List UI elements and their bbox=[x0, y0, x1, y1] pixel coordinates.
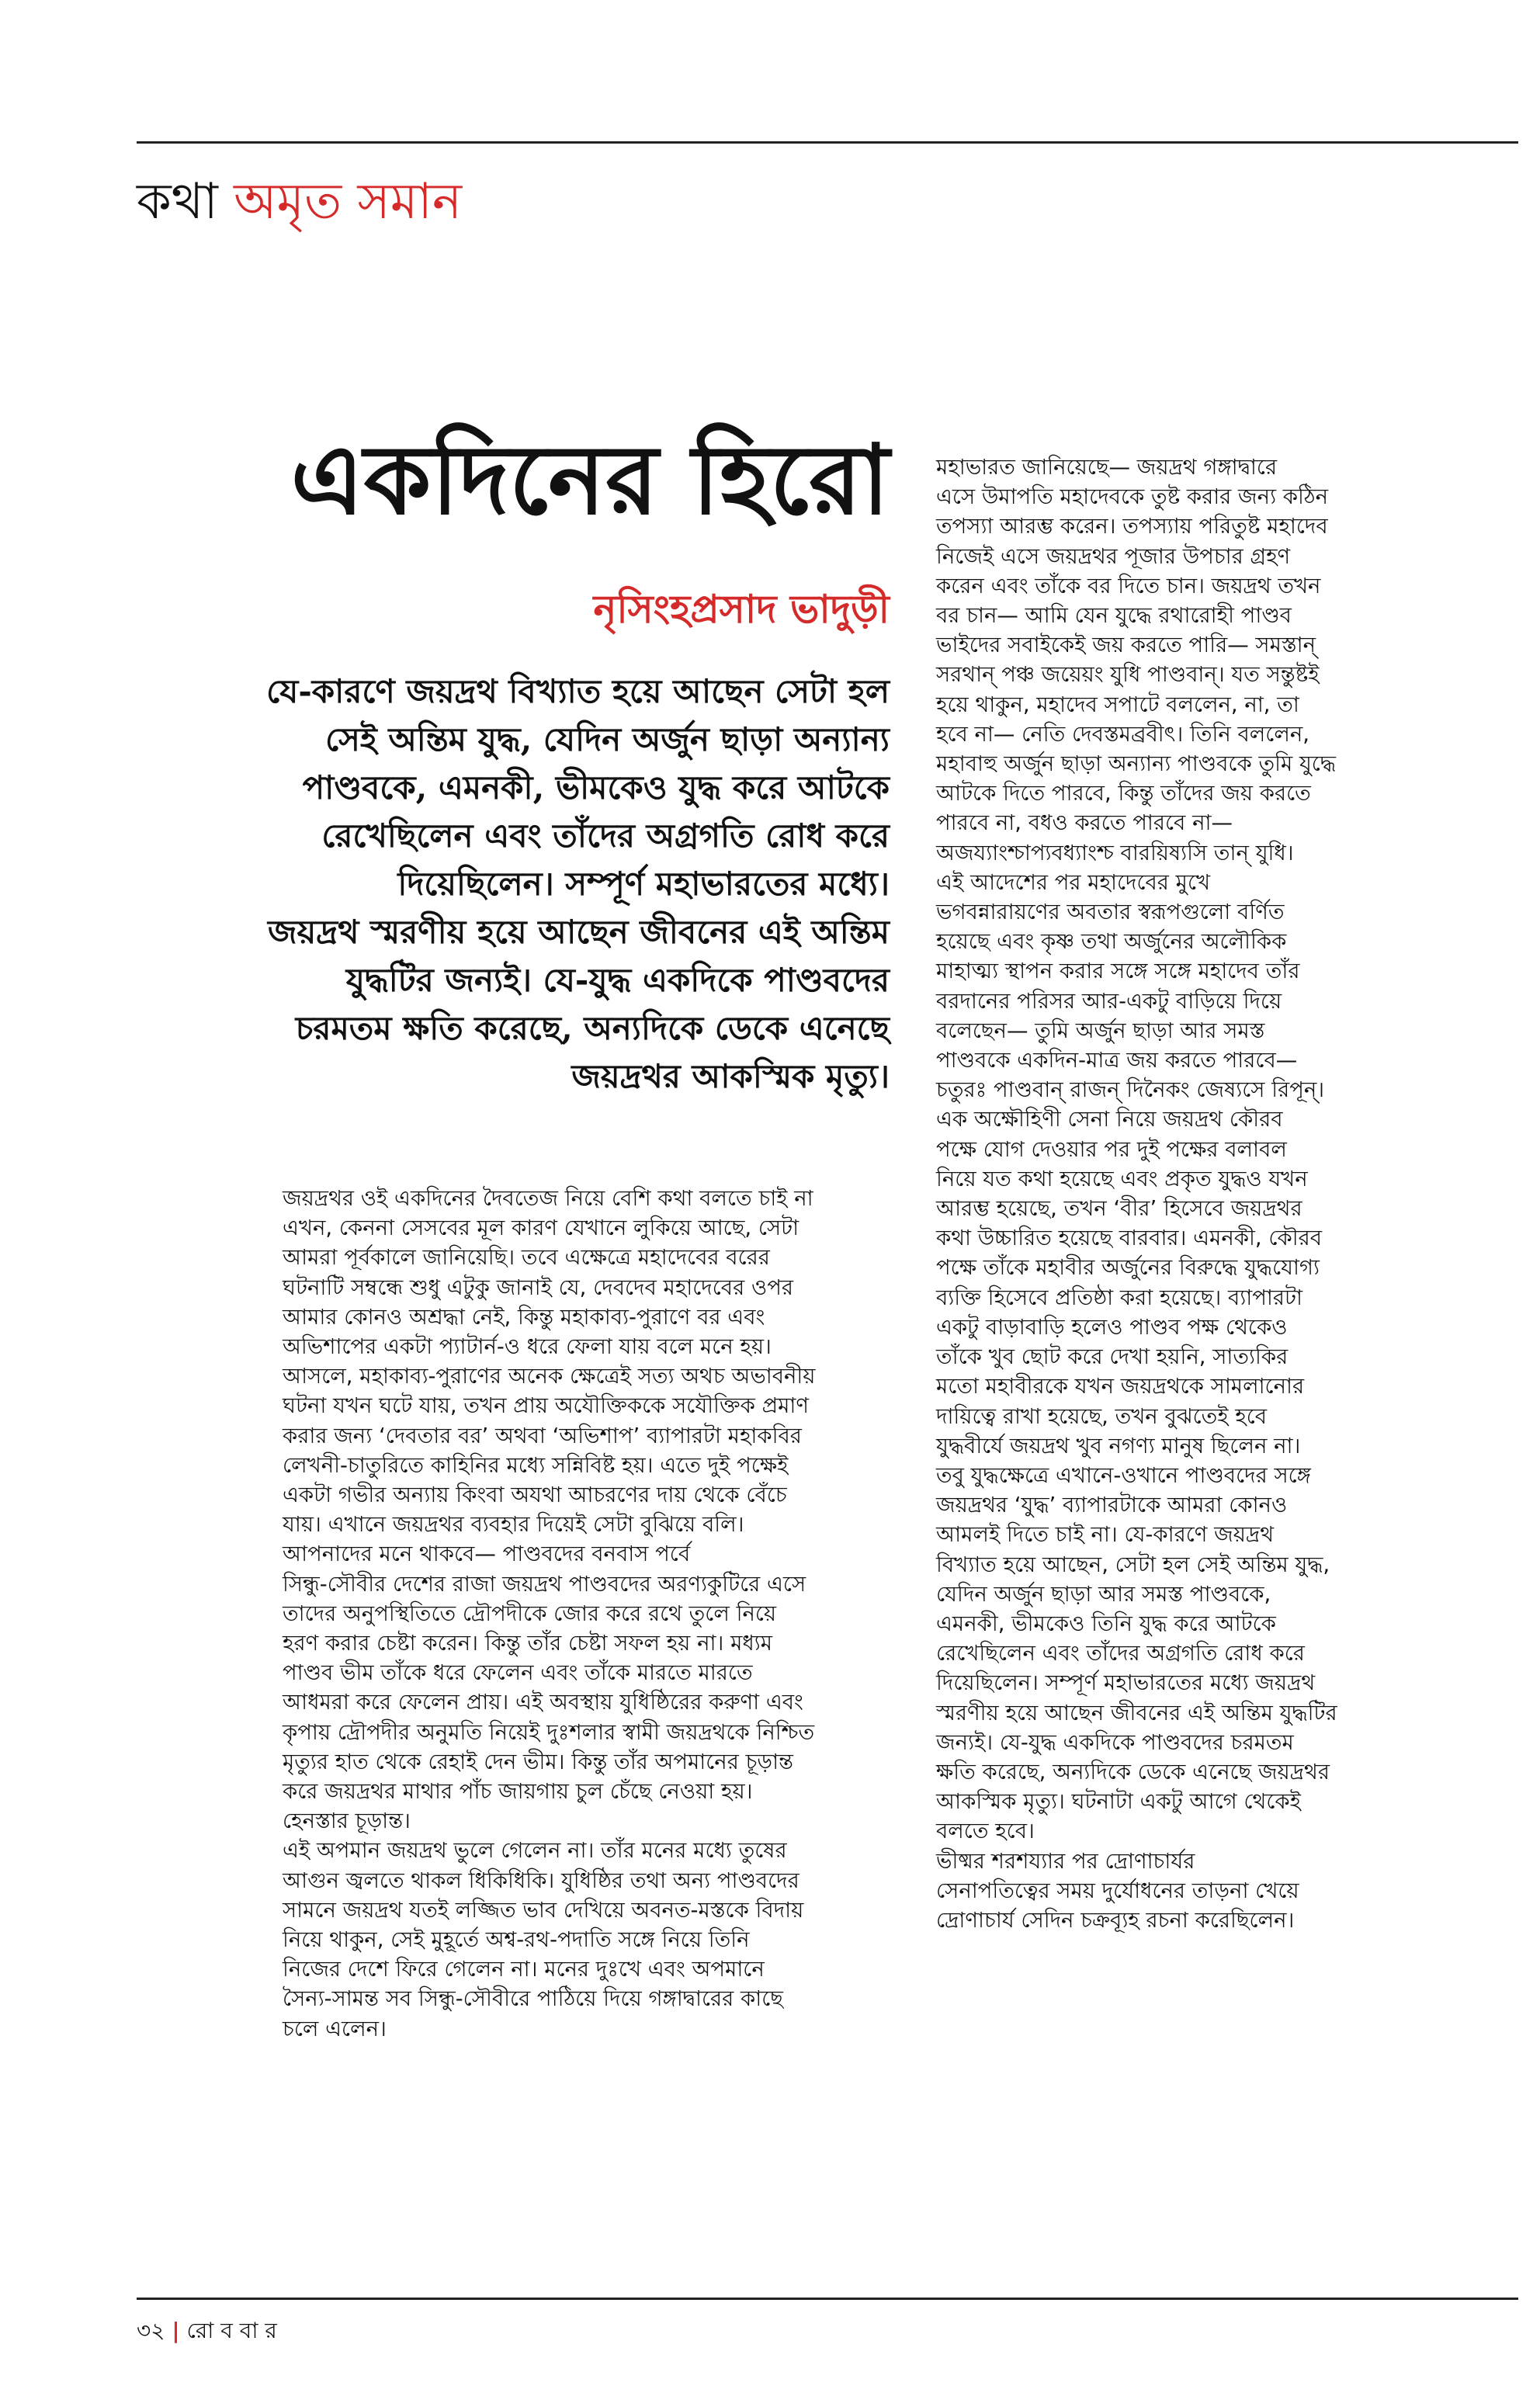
body-line: মতো মহাবীরকে যখন জয়দ্রথকে সামলানোর bbox=[936, 1374, 1305, 1399]
body-line: আরম্ভ হয়েছে, তখন ‘বীর’ হিসেবে জয়দ্রথর bbox=[936, 1196, 1302, 1222]
body-line: একটু বাড়াবাড়ি হলেও পাণ্ডব পক্ষ থেকেও bbox=[936, 1314, 1288, 1340]
body-line: সিন্ধু-সৌবীর দেশের রাজা জয়দ্রথ পাণ্ডবদের অরণ্যকুটিরে এসে bbox=[283, 1571, 806, 1597]
body-line: বিখ্যাত হয়ে আছেন, সেটা হল সেই অন্তিম যুদ্ধ, bbox=[936, 1552, 1330, 1577]
body-line: এসে উমাপতি মহাদেবকে তুষ্ট করার জন্য কঠিন bbox=[936, 484, 1328, 510]
body-line: তাঁকে খুব ছোট করে দেখা হয়নি, সাত্যকির bbox=[936, 1344, 1289, 1370]
body-line: তবু যুদ্ধক্ষেত্রে এখানে-ওখানে পাণ্ডবদের সঙ্গে bbox=[936, 1462, 1311, 1488]
deck-line: জয়দ্রথর আকস্মিক মৃত্যু। bbox=[571, 1057, 890, 1095]
body-line: ব্যক্তি হিসেবে প্রতিষ্ঠা করা হয়েছে। ব্যাপারটা bbox=[936, 1285, 1302, 1310]
body-line: অভিশাপের একটা প্যাটার্ন-ও ধরে ফেলা যায় বলে মনে হয়। bbox=[283, 1334, 772, 1360]
body-line: এমনকী, ভীমকেও তিনি যুদ্ধ করে আটকে bbox=[936, 1611, 1276, 1636]
article-author: নৃসিংহপ্রসাদ ভাদুড়ী bbox=[593, 587, 890, 632]
body-line: আটকে দিতে পারবে, কিন্তু তাঁদের জয় করতে bbox=[936, 781, 1311, 806]
article-deck bbox=[171, 668, 890, 1101]
body-line: আপনাদের মনে থাকবে— পাণ্ডবদের বনবাস পর্বে bbox=[283, 1542, 691, 1567]
body-line: আসলে, মহাকাব্য-পুরাণের অনেক ক্ষেত্রেই সত্য অথচ অভাবনীয় bbox=[283, 1364, 816, 1389]
body-line: করে জয়দ্রথর মাথার পাঁচ জায়গায় চুল চেঁছে নেওয়া হয়। bbox=[283, 1779, 753, 1805]
magazine-name: রো ব বা র bbox=[186, 2318, 277, 2343]
body-line: জয়দ্রথর ওই একদিনের দৈবতেজ নিয়ে বেশি কথা বলতে চাই না bbox=[283, 1186, 813, 1211]
body-line: এই অপমান জয়দ্রথ ভুলে গেলেন না। তাঁর মনের মধ্যে তুষের bbox=[283, 1838, 787, 1864]
body-line: তাদের অনুপস্থিতিতে দ্রৌপদীকে জোর করে রথে তুলে নিয়ে bbox=[283, 1601, 777, 1626]
body-line: আকস্মিক মৃত্যু। ঘটনাটা একটু আগে থেকেই bbox=[936, 1789, 1301, 1815]
body-line: দিয়েছিলেন। সম্পূর্ণ মহাভারতের মধ্যে জয়দ্রথ bbox=[936, 1670, 1316, 1696]
body-line: জয়দ্রথর ‘যুদ্ধ’ ব্যাপারটাকে আমরা কোনও bbox=[936, 1493, 1288, 1518]
body-line: ঘটনাটি সম্বন্ধে শুধু এটুকু জানাই যে, দেবদেব মহাদেবের ওপর bbox=[283, 1275, 793, 1300]
body-line: মৃত্যুর হাত থেকে রেহাই দেন ভীম। কিন্তু তাঁর অপমানের চূড়ান্ত bbox=[283, 1749, 793, 1774]
body-line: একটা গভীর অন্যায় কিংবা অযথা আচরণের দায় থেকে বেঁচে bbox=[283, 1483, 787, 1508]
deck-line: যুদ্ধটির জন্যই। যে-যুদ্ধ একদিকে পাণ্ডবদের bbox=[345, 961, 890, 999]
body-line: দায়িত্বে রাখা হয়েছে, তখন বুঝতেই হবে bbox=[936, 1403, 1268, 1429]
body-line: যায়। এখানে জয়দ্রথর ব্যবহার দিয়েই সেটা বুঝিয়ে বলি। bbox=[283, 1512, 744, 1538]
body-line: করার জন্য ‘দেবতার বর’ অথবা ‘অভিশাপ’ ব্যাপারটা মহাকবির bbox=[283, 1423, 802, 1448]
body-line: হবে না— নেতি দেবস্তমব্রবীৎ। তিনি বললেন, bbox=[936, 721, 1309, 747]
body-line: আগুন জ্বলতে থাকল ধিকিধিকি। যুধিষ্ঠির তথা অন্য পাণ্ডবদের bbox=[283, 1868, 799, 1893]
body-line: নিয়ে যত কথা হয়েছে এবং প্রকৃত যুদ্ধও যখন bbox=[936, 1166, 1308, 1191]
deck-line: দিয়েছিলেন। সম্পূর্ণ মহাভারতের মধ্যে। bbox=[397, 865, 890, 903]
body-line: নিজেই এসে জয়দ্রথর পূজার উপচার গ্রহণ bbox=[936, 543, 1291, 569]
deck-line: সেই অন্তিম যুদ্ধ, যেদিন অর্জুন ছাড়া অন্যান্য bbox=[325, 720, 890, 758]
body-line: আমার কোনও অশ্রদ্ধা নেই, কিন্তু মহাকাব্য-পুরাণে বর এবং bbox=[283, 1304, 765, 1330]
body-column-right bbox=[936, 453, 1518, 1935]
body-line: যেদিন অর্জুন ছাড়া আর সমস্ত পাণ্ডবকে, bbox=[936, 1581, 1271, 1607]
body-line: নিয়ে থাকুন, সেই মুহূর্তে অশ্ব-রথ-পদাতি সঙ্গে নিয়ে তিনি bbox=[283, 1927, 750, 1953]
body-line: রেখেছিলেন এবং তাঁদের অগ্রগতি রোধ করে bbox=[936, 1641, 1305, 1666]
footer-separator: | bbox=[172, 2318, 180, 2343]
body-line: পারবে না, বধও করতে পারবে না— bbox=[936, 810, 1233, 836]
body-line: সৈন্য-সামন্ত সব সিন্ধু-সৌবীরে পাঠিয়ে দিয়ে গঙ্গাদ্বারের কাছে bbox=[283, 1986, 783, 2012]
body-line: চলে এলেন। bbox=[283, 2016, 387, 2041]
body-line: হয়ে থাকুন, মহাদেব সপাটে বললেন, না, তা bbox=[936, 692, 1299, 717]
body-line: ভীষ্মর শরশয্যার পর দ্রোণাচার্যর bbox=[936, 1848, 1195, 1874]
body-line: নিজের দেশে ফিরে গেলেন না। মনের দুঃখে এবং অপমানে bbox=[283, 1957, 765, 1982]
deck-line: চরমতম ক্ষতি করেছে, অন্যদিকে ডেকে এনেছে bbox=[295, 1009, 890, 1047]
body-line: সরথান্ পঞ্চ জয়েয়ং যুধি পাণ্ডবান্। যত সন্তুষ্টই bbox=[936, 662, 1320, 688]
body-line: এখন, কেননা সেসবের মূল কারণ যেখানে লুকিয়ে আছে, সেটা bbox=[283, 1216, 799, 1241]
body-line: আমলই দিতে চাই না। যে-কারণে জয়দ্রথ bbox=[936, 1522, 1275, 1548]
body-line: বলেছেন— তুমি অর্জুন ছাড়া আর সমস্ত bbox=[936, 1018, 1265, 1043]
body-line: মহাভারত জানিয়েছে— জয়দ্রথ গঙ্গাদ্বারে bbox=[936, 455, 1278, 480]
body-line: হেনস্তার চূড়ান্ত। bbox=[283, 1809, 411, 1834]
body-line: লেখনী-চাতুরিতে কাহিনির মধ্যে সন্নিবিষ্ট হয়। এতে দুই পক্ষেই bbox=[283, 1452, 789, 1478]
body-line: হরণ করার চেষ্টা করেন। কিন্তু তাঁর চেষ্টা সফল হয় না। মধ্যম bbox=[283, 1631, 773, 1656]
body-line: হয়েছে এবং কৃষ্ণ তথা অর্জুনের অলৌকিক bbox=[936, 929, 1287, 955]
section-title-part1: কথা bbox=[137, 173, 218, 231]
deck-line: যে-কারণে জয়দ্রথ বিখ্যাত হয়ে আছেন সেটা হল bbox=[266, 672, 890, 710]
body-line: অজয্যাংশ্চাপ্যবধ্যাংশ্চ বারয়িষ্যসি তান্ যুধি। bbox=[936, 840, 1294, 865]
body-line: আমরা পূর্বকালে জানিয়েছি। তবে এক্ষেত্রে মহাদেবের বরের bbox=[283, 1245, 770, 1271]
body-line: স্মরণীয় হয়ে আছেন জীবনের এই অন্তিম যুদ্ধটির bbox=[936, 1700, 1337, 1725]
body-line: এক অক্ষৌহিণী সেনা নিয়ে জয়দ্রথ কৌরব bbox=[936, 1107, 1283, 1132]
body-line: তপস্যা আরম্ভ করেন। তপস্যায় পরিতুষ্ট মহাদেব bbox=[936, 514, 1328, 539]
body-line: জন্যই। যে-যুদ্ধ একদিকে পাণ্ডবদের চরমতম bbox=[936, 1729, 1294, 1755]
page-number: ৩২ bbox=[137, 2318, 165, 2343]
body-line: ভাইদের সবাইকেই জয় করতে পারি— সমস্তান্ bbox=[936, 633, 1316, 658]
body-line: কথা উচ্চারিত হয়েছে বারবার। এমনকী, কৌরব bbox=[936, 1226, 1323, 1251]
body-line: কৃপায় দ্রৌপদীর অনুমতি নিয়েই দুঃশলার স্বামী জয়দ্রথকে নিশ্চিত bbox=[283, 1719, 815, 1745]
body-line: পাণ্ডবকে একদিন-মাত্র জয় করতে পারবে— bbox=[936, 1048, 1298, 1073]
body-line: বরদানের পরিসর আর-একটু বাড়িয়ে দিয়ে bbox=[936, 988, 1282, 1014]
deck-line: রেখেছিলেন এবং তাঁদের অগ্রগতি রোধ করে bbox=[321, 817, 890, 855]
body-line: পাণ্ডব ভীম তাঁকে ধরে ফেলেন এবং তাঁকে মারতে মারতে bbox=[283, 1660, 753, 1686]
body-line: এই আদেশের পর মহাদেবের মুখে bbox=[936, 869, 1211, 895]
body-line: মহাবাহু অর্জুন ছাড়া অন্যান্য পাণ্ডবকে তুমি যুদ্ধে bbox=[936, 751, 1337, 777]
body-line: সামনে জয়দ্রথ যতই লজ্জিত ভাব দেখিয়ে অবনত-মস্তকে বিদায় bbox=[283, 1897, 804, 1923]
deck-line: জয়দ্রথ স্মরণীয় হয়ে আছেন জীবনের এই অন্তিম bbox=[267, 913, 890, 951]
body-line: ক্ষতি করেছে, অন্যদিকে ডেকে এনেছে জয়দ্রথর bbox=[936, 1759, 1330, 1784]
section-title bbox=[137, 172, 462, 232]
body-line: যুদ্ধবীর্যে জয়দ্রথ খুব নগণ্য মানুষ ছিলেন না। bbox=[936, 1433, 1301, 1458]
bottom-rule bbox=[137, 2298, 1518, 2300]
body-line: করেন এবং তাঁকে বর দিতে চান। জয়দ্রথ তখন bbox=[936, 573, 1321, 598]
top-rule bbox=[137, 141, 1518, 144]
article-headline: একদিনের হিরো bbox=[290, 424, 890, 536]
body-line: মাহাত্ম্য স্থাপন করার সঙ্গে সঙ্গে মহাদেব তাঁর bbox=[936, 959, 1300, 984]
body-line: আধমরা করে ফেলেন প্রায়। এই অবস্থায় যুধিষ্ঠিরের করুণা এবং bbox=[283, 1690, 803, 1715]
body-line: সেনাপতিত্বের সময় দুর্যোধনের তাড়না খেয়ে bbox=[936, 1878, 1299, 1903]
section-title-part2: অমৃত সমান bbox=[234, 173, 463, 231]
body-line: বর চান— আমি যেন যুদ্ধে রথারোহী পাণ্ডব bbox=[936, 603, 1292, 629]
body-line: দ্রোণাচার্য সেদিন চক্রব্যূহ রচনা করেছিলেন। bbox=[936, 1907, 1295, 1933]
deck-line: পাণ্ডবকে, এমনকী, ভীমকেও যুদ্ধ করে আটকে bbox=[302, 768, 890, 806]
body-line: ঘটনা যখন ঘটে যায়, তখন প্রায় অযৌক্তিককে সযৌক্তিক প্রমাণ bbox=[283, 1393, 810, 1419]
body-line: পক্ষে যোগ দেওয়ার পর দুই পক্ষের বলাবল bbox=[936, 1136, 1287, 1162]
body-line: চতুরঃ পাণ্ডবান্ রাজন্ দিনৈকং জেষ্যসে রিপূন্। bbox=[936, 1077, 1325, 1103]
body-line: বলতে হবে। bbox=[936, 1819, 1035, 1844]
body-column-left bbox=[283, 1184, 890, 2044]
page-footer bbox=[137, 2318, 277, 2344]
body-line: ভগবন্নারায়ণের অবতার স্বরূপগুলো বর্ণিত bbox=[936, 900, 1285, 925]
body-line: পক্ষে তাঁকে মহাবীর অর্জুনের বিরুদ্ধে যুদ্ধযোগ্য bbox=[936, 1255, 1320, 1281]
